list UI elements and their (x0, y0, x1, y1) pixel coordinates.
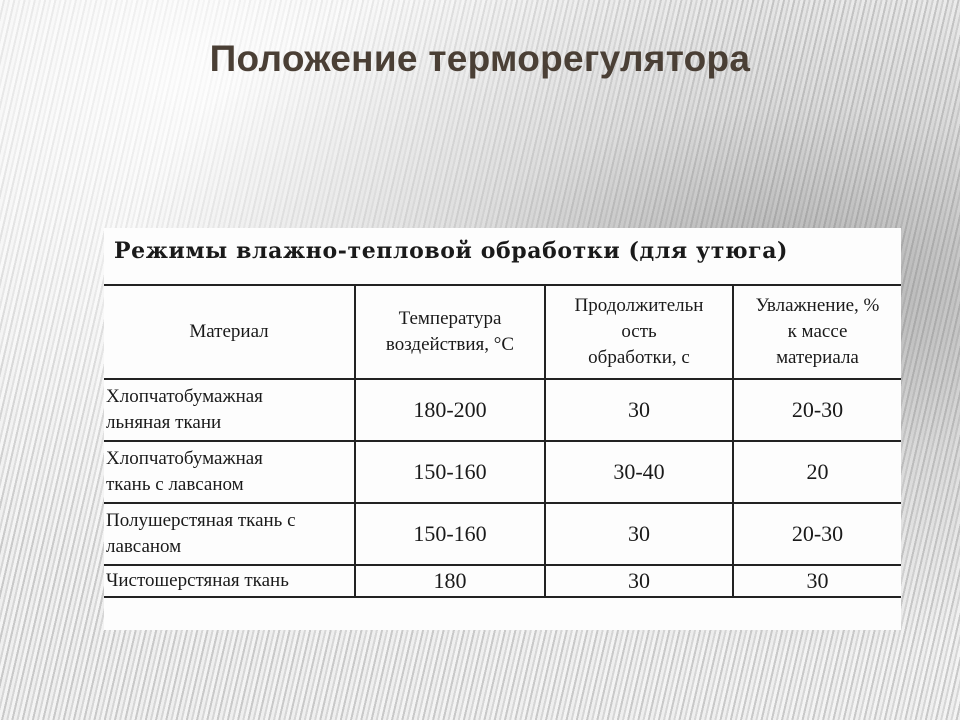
header-duration: Продолжительн ость обработки, с (545, 285, 733, 379)
ironing-modes-table (104, 284, 901, 598)
cell-duration: 30 (545, 503, 733, 565)
cell-temperature: 180 (355, 565, 545, 597)
table-row (104, 379, 901, 441)
scanned-table-image (104, 228, 901, 630)
table-caption: Режимы влажно-тепловой обработки (для утюга) (114, 238, 789, 264)
cell-duration: 30-40 (545, 441, 733, 503)
cell-duration: 30 (545, 379, 733, 441)
cell-temperature: 180-200 (355, 379, 545, 441)
table-header-row (104, 285, 901, 379)
cell-temperature: 150-160 (355, 441, 545, 503)
header-moisture: Увлажнение, % к массе материала (733, 285, 901, 379)
cell-material: Чистошерстяная ткань (104, 565, 355, 597)
cell-material: Полушерстяная ткань с лавсаном (104, 503, 355, 565)
cell-moisture: 30 (733, 565, 901, 597)
cell-moisture: 20 (733, 441, 901, 503)
header-material: Материал (104, 285, 355, 379)
table-row (104, 441, 901, 503)
table-row (104, 565, 901, 597)
cell-material: Хлопчатобумажная льняная ткани (104, 379, 355, 441)
cell-moisture: 20-30 (733, 379, 901, 441)
cell-material: Хлопчатобумажная ткань с лавсаном (104, 441, 355, 503)
header-temperature: Температура воздействия, °С (355, 285, 545, 379)
cell-temperature: 150-160 (355, 503, 545, 565)
cell-moisture: 20-30 (733, 503, 901, 565)
slide-title: Положение терморегулятора (209, 38, 751, 79)
table-row (104, 503, 901, 565)
cell-duration: 30 (545, 565, 733, 597)
